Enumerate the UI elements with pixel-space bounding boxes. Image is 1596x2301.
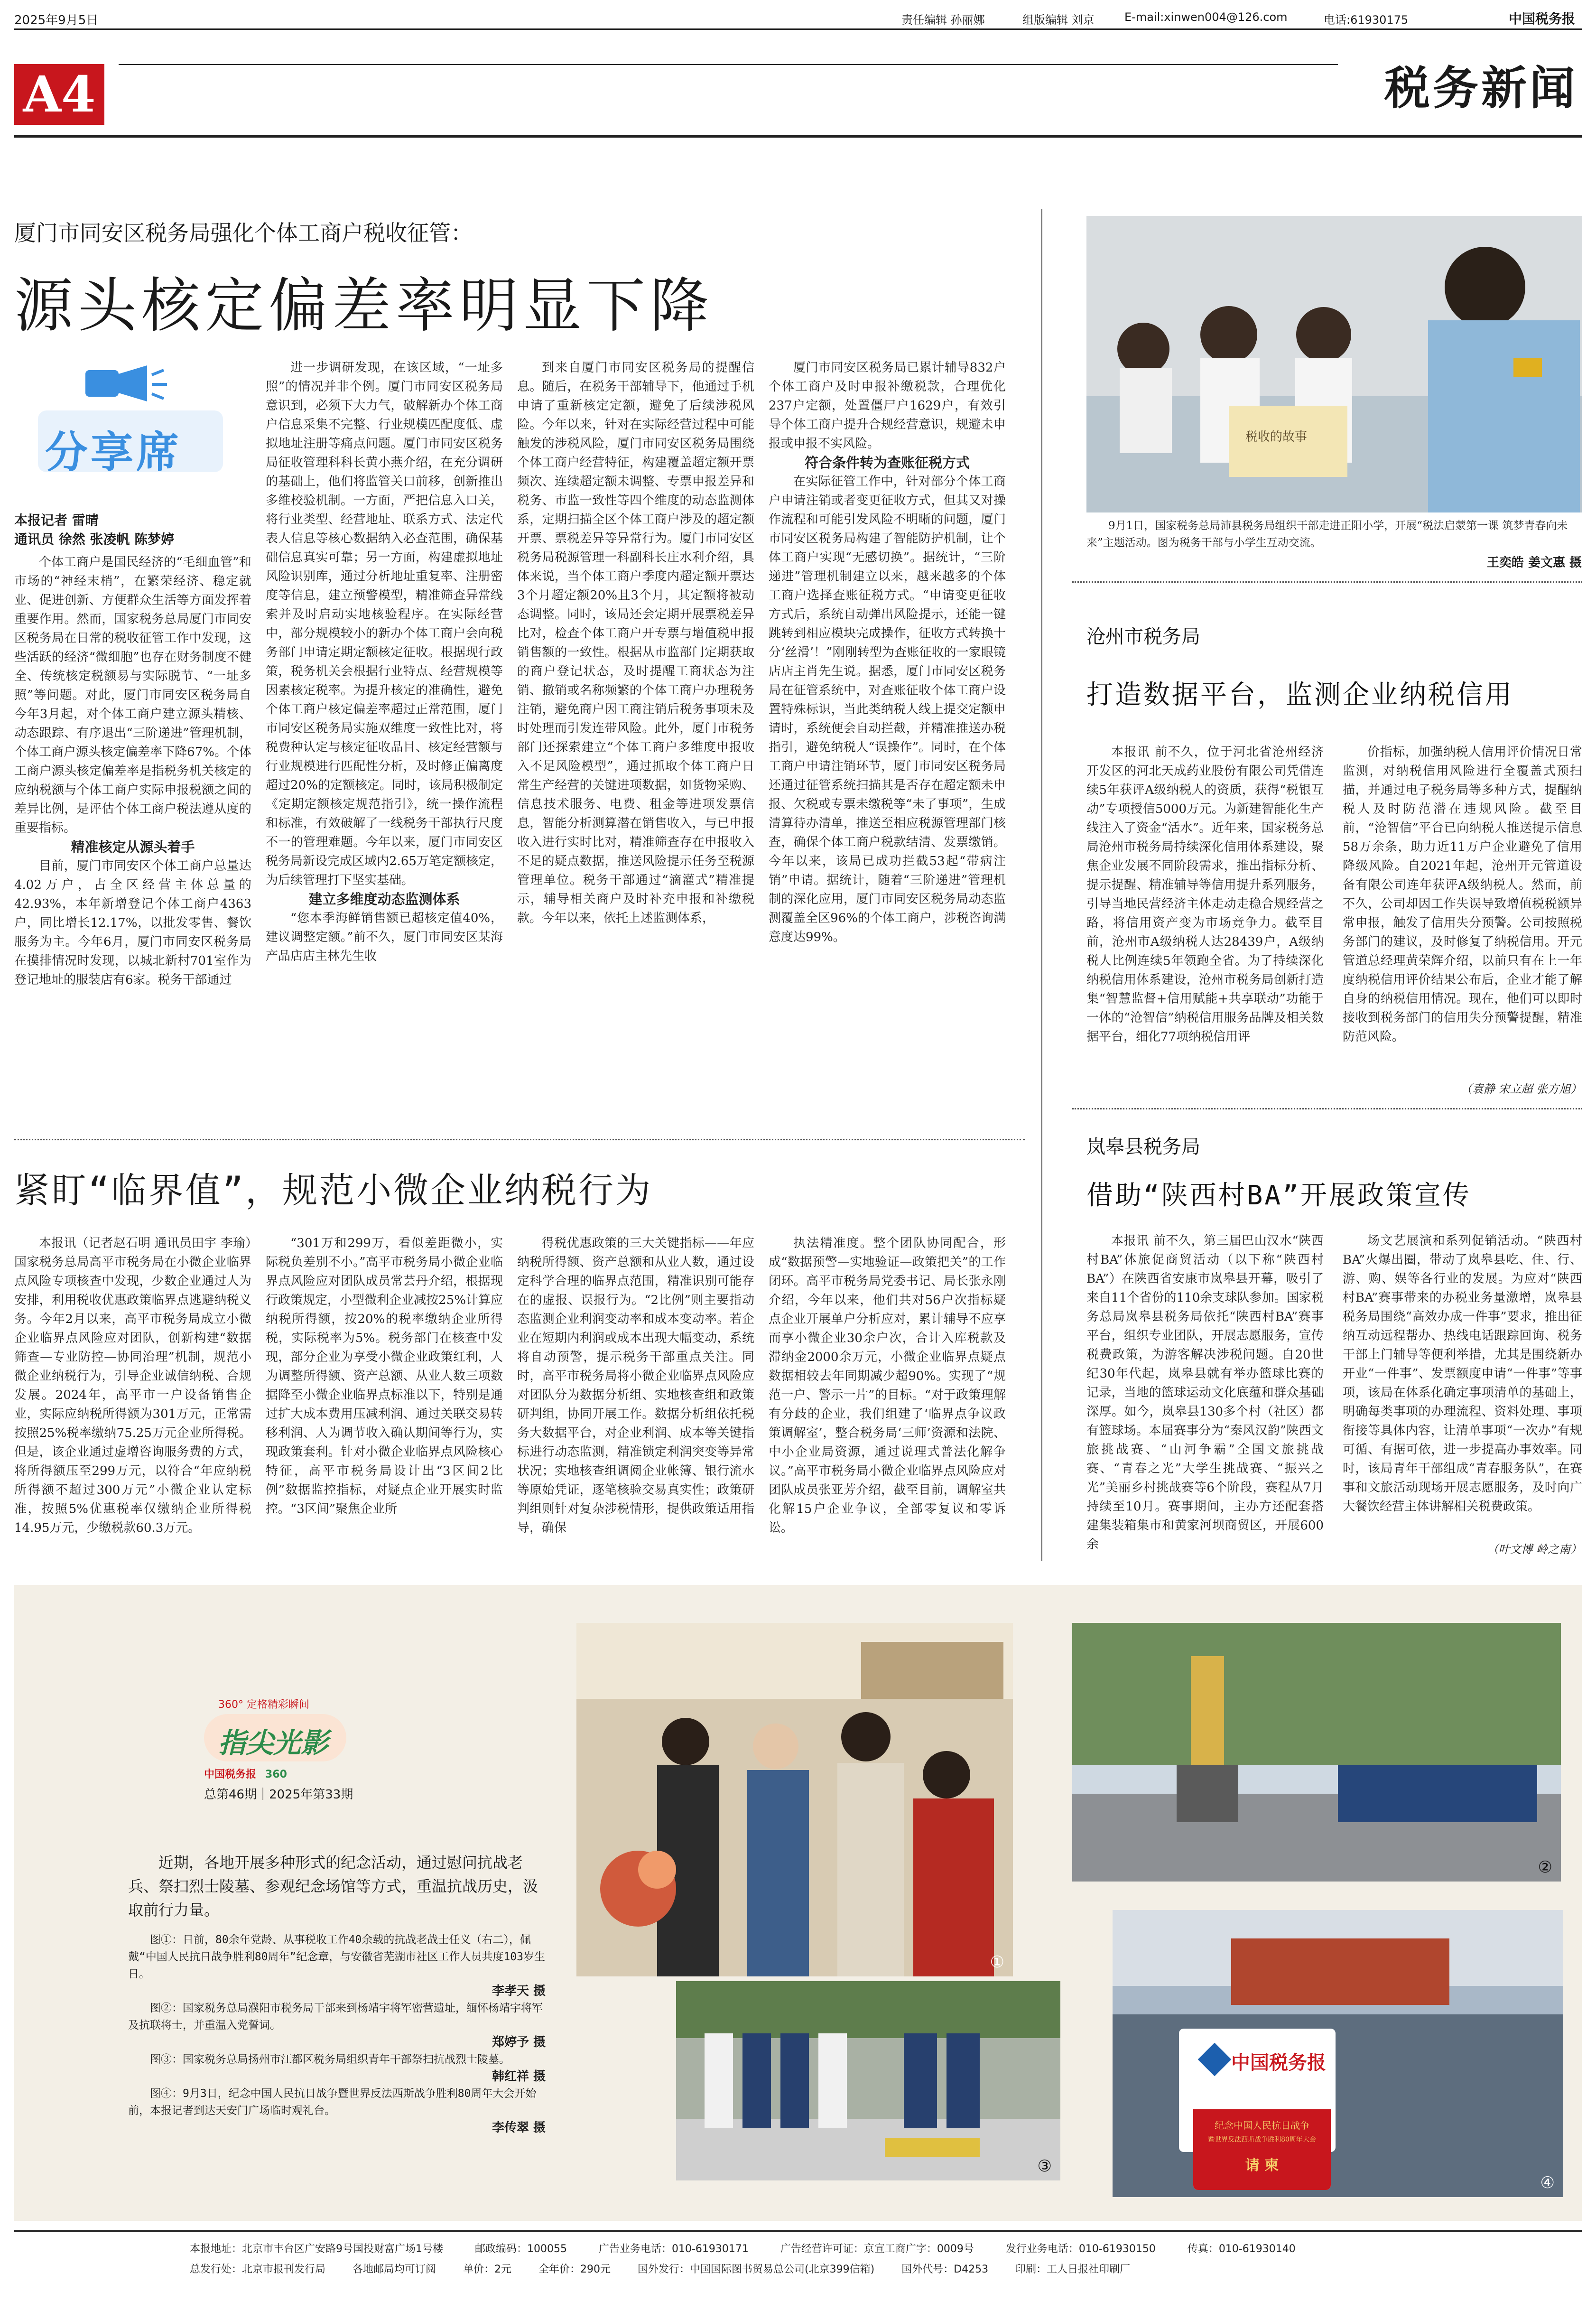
- photo-classroom-illustration: [1086, 216, 1582, 512]
- memorial-photo-3-illustration: [676, 1981, 1060, 2180]
- memorial-brand-row: [204, 1766, 394, 1781]
- footer-fax: 传真：010-61930140: [1187, 2243, 1296, 2255]
- lead-column-4: [769, 358, 1006, 1132]
- cangzhou-divider: [1072, 581, 1582, 583]
- lancao-credit: （叶文博 岭之南）: [1487, 1543, 1582, 1556]
- footer-overseas-code: 国外代号：D4253: [901, 2264, 989, 2275]
- memorial-photo-2-illustration: [1072, 1623, 1561, 1882]
- memorial-photo-1-number: ①: [990, 1953, 1004, 1972]
- page-number-badge: [14, 64, 104, 125]
- memorial-credit-3: 韩红祥 摄: [492, 2069, 546, 2084]
- second-col4-body: 执法精准度。整个团队协同配合，形成“数据预警—实地验证—政策把关”的工作闭环。高平市税务局党委书记、局长张永刚介绍，今年以来，他们共对56户次指标疑点企业开展单户分析应对，累计辅导不应享而享小微企业30余户次，合计入库税款及滞纳金2000余万元，小微企业临界点疑点数据相较去年同期减少超90%。实现了“规范一户、警示一片”的目标。“对于政策理解有分歧的企业，我们组建了‘临界点争议政策调解室’，整合税务局‘三师’资源和法院、中小企业局资源，通过说理式普法化解争议。”高平市税务局小微企业临界点风险应对团队成员张亚芳介绍，截至目前，调解室共化解15户企业争议，全部零复议和零诉讼。: [769, 1236, 1006, 1535]
- lead-col2-tail: “您本季海鲜销售额已超核定值40%，建议调整定额。”前不久，厦门市同安区某海产品店店主林先生收: [266, 911, 503, 963]
- photo-classroom: [1086, 216, 1582, 512]
- footer-line-2: [190, 2261, 1130, 2276]
- footer-ad-license: 广告经营许可证：京宣工商广字：0009号: [780, 2243, 974, 2255]
- memorial-caption-3: 图③：国家税务总局扬州市江都区税务局组织青年干部祭扫抗战烈士陵墓。: [150, 2053, 510, 2066]
- cangzhou-title: 打造数据平台，监测企业纳税信用: [1086, 680, 1513, 710]
- section-rule-top: [119, 64, 1338, 65]
- memorial-photo-3: [676, 1981, 1060, 2180]
- header-paper-name: 中国税务报: [1509, 11, 1576, 27]
- share-logo: [33, 365, 228, 477]
- section-rule-bottom: [14, 135, 1582, 138]
- second-column-2: [266, 1234, 503, 1561]
- memorial-brand2: 360: [265, 1769, 287, 1780]
- footer-postcode: 邮政编码：100055: [475, 2243, 567, 2255]
- memorial-intro: [128, 1851, 546, 1922]
- cangzhou-section-head: 沧州市税务局: [1086, 626, 1200, 648]
- footer-ad-phone: 广告业务电话：010-61930171: [598, 2243, 749, 2255]
- footer-line-1: [190, 2241, 1296, 2255]
- photo-classroom-caption-text: 9月1日，国家税务总局沛县税务局组织干部走进正阳小学，开展“税法启蒙第一课 筑梦青春向未来”主题活动。图为税务干部与小学生互动交流。: [1086, 520, 1568, 549]
- invitation-subtitle-3: 请 柬: [1245, 2157, 1279, 2174]
- lancao-section-head: 岚皋县税务局: [1086, 1136, 1200, 1158]
- memorial-logo: [204, 1714, 346, 1761]
- footer-overseas: 国外发行：中国国际图书贸易总公司(北京399信箱): [638, 2264, 875, 2275]
- footer-printer: 印刷：工人日报社印刷厂: [1015, 2264, 1131, 2275]
- header-layout-editor: 组版编辑 刘京: [1022, 13, 1095, 27]
- header-phone: 电话:61930175: [1324, 13, 1409, 27]
- memorial-caption-4: 图④：9月3日，纪念中国人民抗日战争暨世界反法西斯战争胜利80周年大会开始前，本报记者到达天安门广场临时观礼台。: [128, 2087, 537, 2117]
- memorial-photo-1: [576, 1623, 1013, 1976]
- cangzhou-column-1: [1086, 743, 1324, 1101]
- memorial-intro-text: 近期，各地开展多种形式的纪念活动，通过慰问抗战老兵、祭扫烈士陵墓、参观纪念场馆等方式，重温抗战历史，汲取前行力量。: [128, 1854, 538, 1919]
- memorial-photo-4: [1113, 1910, 1563, 2197]
- lead-col4-tail: 在实际征管工作中，针对部分个体工商户申请注销或者变更征收方式，但其又对操作流程和可能引发风险不明晰的问题，厦门市同安区税务局构建了智能防护机制，让个体工商户实现“无感切换”。据统计，“三阶递进”管理机制建立以来，越来越多的个体工商户选择查账征税方式。“申请变更征收方式后，系统自动弹出风险提示，还能一键跳转到相应模块完成操作，征收方式转换十分‘丝滑’！”刚刚转型为查账征收的一家眼镜店店主肖先生说。据悉，厦门市同安区税务局在征管系统中，对查账征收个体工商户设置特殊标识，当此类纳税人线上提交定额申请时，系统便会自动拦截，并精准推送办税指引，避免纳税人“误操作”。同时，在个体工商户申请注销环节，厦门市同安区税务局还通过征管系统扫描其是否存在超定额未申报、欠税或专票未缴税等“未了事项”，生成清算待办清单，推送至相应税源管理部门核查，确保个体工商户税款结清、发票缴销。今年以来，该局已成功拦截53起“带病注销”申请。据统计，随着“三阶递进”管理机制的深化应用，厦门市同安区税务局动态监测覆盖全区96%的个体工商户，涉税咨询满意度达99%。: [769, 475, 1006, 944]
- lancao-title: 借助“陕西村BA”开展政策宣传: [1086, 1180, 1471, 1211]
- lead-byline-reporter: 本报记者 雷晴: [14, 512, 99, 528]
- memorial-photo-2-number: ②: [1538, 1858, 1552, 1877]
- memorial-credit-4: 李传翠 摄: [492, 2121, 546, 2135]
- second-col1-body: 本报讯（记者赵石明 通讯员田宇 李瑜）国家税务总局高平市税务局在小微企业临界点风险专项核查中发现，少数企业通过人为安排，利用税收优惠政策临界点逃避纳税义务。今年2月以来，高平市税务局成立小微企业临界点风险应对团队，创新构建“数据筛查—专业防控—协同治理”机制，规范小微企业纳税行为，引导企业诚信纳税、合规发展。2024年，高平市一户设备销售企业，实际应纳税所得额为301万元，正常需按照25%税率缴纳75.25万元企业所得税。但是，该企业通过虚增咨询服务费的方式，将所得额压至299万元，以符合“年应纳税所得额不超过300万元”小微企业认定标准，按照5%优惠税率仅缴纳企业所得税14.95万元，少缴税款60.3万元。: [14, 1236, 251, 1535]
- lead-byline-correspondents: 通讯员 徐然 张凌帆 陈梦婷: [14, 531, 175, 547]
- cangzhou-credit: （袁静 宋立超 张方旭）: [1460, 1082, 1582, 1096]
- invitation-logo-icon: [1198, 2043, 1232, 2077]
- lancao-column-2: [1343, 1231, 1582, 1535]
- lancao-col2-body: 场文艺展演和系列促销活动。“陕西村BA”火爆出圈，带动了岚皋县吃、住、行、游、购、娱等各行业的发展。为应对“陕西村BA”赛事带来的办税业务量激增，岚皋县税务局围绕“高效办成一件事”要求，推出征纳互动远程帮办、热线电话跟踪回询、税务干部上门辅导等便利举措，尤其是围绕新办开业“一件事”、发票额度申请“一件事”等事项，该局在体系化确定事项清单的基础上，明确每类事项的办理流程、资料处理、事项衔接等具体内容，让清单事项“一次办”有规可循、有据可依，进一步提高办事效率。同时，该局青年干部组成“青春服务队”，在赛事和文旅活动现场开展志愿服务，及时向广大餐饮经营主体讲解相关税费政策。: [1343, 1234, 1582, 1514]
- photo-classroom-credit: 王奕皓 姜文惠 摄: [1486, 556, 1582, 570]
- memorial-issue: 总第46期｜2025年第33期: [204, 1788, 353, 1802]
- photo-book-text: 税收的故事: [1245, 430, 1308, 444]
- memorial-caption-1: 图①：日前，80余年党龄、从事税收工作40余载的抗战老战士任义（右二），佩戴“中国人民抗日战争胜利80周年”纪念章，与安徽省芜湖市社区工作人员共度103岁生日。: [128, 1934, 545, 1980]
- vertical-divider-right: [1041, 209, 1042, 1561]
- header-date: 2025年9月5日: [14, 13, 99, 28]
- lead-col1-subhead: 精准核定从源头着手: [71, 839, 195, 855]
- lancao-col1-body: 本报讯 前不久，第三届巴山汉水“陕西村BA”体旅促商贸活动（以下称“陕西村BA”）在陕西省安康市岚皋县开幕，吸引了来自11个省份的110余支球队参加。国家税务总局岚皋县税务局依托“陕西村BA”赛事平台，组织专业团队，开展志愿服务，宣传税费政策，为游客解决涉税问题。自20世纪30年代起，岚皋县就有举办篮球比赛的记录，当地的篮球运动文化底蕴和群众基础深厚。如今，岚皋县130多个村（社区）都有篮球场。本届赛事分为“秦风汉韵”陕西文旅挑战赛、“山河争霸”全国文旅挑战赛、“青春之光”大学生挑战赛、“振兴之光”美丽乡村挑战赛等6个阶段，赛程从7月持续至10月。赛事期间，主办方还配套搭建集装箱集市和黄家河坝商贸区，开展600余: [1086, 1234, 1324, 1552]
- footer-annual-price: 全年价：290元: [538, 2264, 611, 2275]
- second-col3-body: 得税优惠政策的三大关键指标——年应纳税所得额、资产总额和从业人数，通过设定科学合理的临界点范围，精准识别可能存在的虚报、误报行为。“2比例”则主要指动态监测企业利润变动率和成本变动率。若企业在短期内利润或成本出现大幅变动，系统将自动预警，提示税务干部重点关注。同时，高平市税务局将小微企业临界点风险应对团队分为数据分析组、实地核查组和政策研判组，协同开展工作。数据分析组依托税务大数据平台，对企业利润、成本等关键指标进行动态监测，精准锁定利润突变等异常状况；实地核查组调阅企业帐簿、银行流水等原始凭证，逐笔核验交易真实性；政策研判组则针对复杂涉税情形，提供政策适用指导，确保: [517, 1236, 754, 1535]
- memorial-photo-4-illustration: [1113, 1910, 1563, 2197]
- photo-classroom-caption: [1086, 517, 1582, 551]
- memorial-logo-text: 指尖光影: [218, 1727, 329, 1759]
- invitation-subtitle-1: 纪念中国人民抗日战争: [1215, 2120, 1309, 2131]
- lead-column-2: [266, 358, 503, 1132]
- second-column-3: [517, 1234, 754, 1561]
- lead-col4-body: 厦门市同安区税务局已累计辅导832户个体工商户及时申报补缴税款，合理优化237户定额，处置僵尸户1629户，有效引导个体工商户提升合规经营意识，规避未申报或申报不实风险。: [769, 361, 1006, 451]
- cangzhou-column-2: [1343, 743, 1582, 1075]
- memorial-captions: [128, 1931, 546, 2136]
- page-number: A4: [23, 65, 96, 123]
- lead-column-1: [14, 553, 251, 1132]
- footer-subscribe: 各地邮局均可订阅: [353, 2264, 436, 2275]
- memorial-brand: [204, 1696, 394, 1820]
- second-divider: [14, 1139, 1025, 1140]
- invitation-band: [1193, 2109, 1331, 2190]
- memorial-credit-1: 李孝天 摄: [492, 1984, 546, 1998]
- header-rule: [14, 28, 1582, 30]
- header-email: E-mail:xinwen004@126.com: [1124, 10, 1288, 24]
- lead-col4-subhead: 符合条件转为查账征税方式: [804, 455, 970, 471]
- second-col2-body: “301万和299万，看似差距微小，实际税负差别不小。”高平市税务局小微企业临界点风险应对团队成员常芸丹介绍，根据现行政策规定，小型微利企业减按25%计算应纳税所得额，按20%的税率缴纳企业所得税，实际税率为5%。税务部门在核查中发现，部分企业为享受小微企业政策红利，人为调整所得额、资产总额、从业人数三项数据降至小微企业临界点标准以下，特别是通过扩大成本费用压减利润、通过关联交易转移利润、人为调节收入确认期间等行为，实现政策套利。针对小微企业临界点风险核心特征，高平市税务局设计出“3区间2比例”数据监控指标，对疑点企业开展实时监控。“3区间”聚焦企业所: [266, 1236, 503, 1516]
- lancao-column-1: [1086, 1231, 1324, 1559]
- memorial-credit-2: 郑婷予 摄: [492, 2035, 546, 2049]
- lead-title: 源头核定偏差率明显下降: [14, 272, 714, 340]
- second-column-1: [14, 1234, 251, 1561]
- memorial-photo-3-number: ③: [1037, 2157, 1052, 2176]
- cangzhou-col1-body: 本报讯 前不久，位于河北省沧州经济开发区的河北天成药业股份有限公司凭借连续5年获评A级纳税人的资质，获得“税银互动”专项授信5000万元。为新建智能化生产线注入了资金“活水”。近年来，国家税务总局沧州市税务局持续深化信用体系建设，聚焦企业发展不同阶段需求，推出指标分析、提示提醒、精准辅导等信用提升系列服务，引导当地民营经济主体走动走稳合规经营之路，将信用资产变为市场竞争力。截至目前，沧州市A级纳税人达28439户，A级纳税人比例连续5年领跑全省。为了持续深化纳税信用体系建设，沧州市税务局创新打造集“智慧监督+信用赋能+共享联动”功能于一体的“沧智信”纳税信用服务品牌及相关数据平台，细化77项纳税信用评: [1086, 745, 1324, 1044]
- lead-col3-body: 到来自厦门市同安区税务局的提醒信息。随后，在税务干部辅导下，他通过手机申请了重新核定定额，避免了后续涉税风险。今年以来，针对在实际经营过程中可能触发的涉税风险，厦门市同安区税务局围绕个体工商户经营特征，构建覆盖超定额开票频次、连续超定额未调整、专票申报差异和税务、市监一致性等四个维度的动态监测体系，定期扫描全区个体工商户涉及的超定额开票、票税差异等异常行为。厦门市同安区税务局税源管理一科副科长庄水利介绍，具体来说，当个体工商户季度内超定额开票达3个月超定额20%且3个月，其定额将被动态调整。同时，该局还会定期开展票税差异比对，检查个体工商户开专票与增值税申报销售额的一致性。根据从市监部门定期获取的商户登记状态，及时提醒工商状态为注销、撤销或名称频繁的个体工商户办理税务注销，避免商户因工商注销后税务事项未及时处理而引发连带风险。此外，厦门市税务部门还探索建立“个体工商户多维度申报收入不足风险模型”，通过抓取个体工商户日常生产经营的关键进项数据，如货物采购、信息技术服务、电费、租金等进项发票信息，智能分析测算潜在销售收入，与已申报收入进行实时比对，精准筛查存在申报收入不足的疑点数据，推送风险提示任务至税源管理单位。税务干部通过“滴灌式”精准提示，辅导相关商户及时补充申报和补缴税款。今年以来，依托上述监测体系，: [517, 361, 754, 925]
- footer-address: 本报地址：北京市丰台区广安路9号国投财富广场1号楼: [190, 2243, 443, 2255]
- memorial-photo-1-illustration: [576, 1623, 1013, 1976]
- footer-unit-price: 单价：2元: [463, 2264, 512, 2275]
- second-column-4: [769, 1234, 1006, 1561]
- share-logo-text: 分享席: [45, 428, 182, 477]
- memorial-brand1: 中国税务报: [204, 1768, 257, 1780]
- lead-col1-tail: 目前，厦门市同安区个体工商户总量达4.02万户，占全区经营主体总量的42.93%，本年新增登记个体工商户4363户，同比增长12.17%，以批发零售、餐饮服务为主。今年6月，厦门市同安区税务局在摸排情况时发现，以城北新村701室作为登记地址的服装店有6家。税务干部通过: [14, 859, 251, 987]
- invitation-subtitle-2: 暨世界反法西斯战争胜利80周年大会: [1208, 2136, 1316, 2143]
- lead-col1-body: 个体工商户是国民经济的“毛细血管”和市场的“神经末梢”，在繁荣经济、稳定就业、促进创新、方便群众生活等方面发挥着重要作用。然而，国家税务总局厦门市同安区税务局在日常的税收征管工作中发现，这些活跃的经济“微细胞”也存在财务制度不健全、传统核定税额易与实际脱节、“一址多照”等问题。对此，厦门市同安区税务局自今年3月起，对个体工商户建立源头精核、动态跟踪、有序退出“三阶递进”管理机制，个体工商户源头核定偏差率下降67%。个体工商户源头核定偏差率是指税务机关核定的应纳税额与个体工商户实际申报税额之间的差异比例，是评估个体工商户税法遵从度的重要指标。: [14, 555, 251, 835]
- footer-dist-phone: 发行业务电话：010-61930150: [1005, 2243, 1156, 2255]
- lead-col2-subhead: 建立多维度动态监测体系: [308, 891, 460, 907]
- footer-rule: [14, 2230, 1582, 2232]
- memorial-tag: 360° 定格精彩瞬间: [218, 1699, 309, 1711]
- memorial-caption-2: 图②：国家税务总局濮阳市税务局干部来到杨靖宇将军密营遗址，缅怀杨靖宇将军及抗联将士，并重温入党誓词。: [128, 2002, 543, 2031]
- section-name: 税务新闻: [1384, 61, 1578, 115]
- memorial-photo-2: [1072, 1623, 1561, 1882]
- lead-kicker: 厦门市同安区税务局强化个体工商户税收征管：: [14, 220, 473, 246]
- lancao-divider: [1072, 1108, 1582, 1109]
- footer-distributor: 总发行处：北京市报刊发行局: [190, 2264, 326, 2275]
- header-editor: 责任编辑 孙丽娜: [901, 13, 985, 27]
- cangzhou-col2-body: 价指标，加强纳税人信用评价情况日常监测，对纳税信用风险进行全覆盖式预扫描，并通过电子税务局等多种方式，提醒纳税人及时防范潜在违规风险。截至目前，“沧智信”平台已向纳税人推送提示信息58万余条，助力近11万户企业避免了信用降级风险。自2021年起，沧州开元管道设备有限公司连年获评A级纳税人。然而，前不久，公司却因工作失误导致增值税税额异常申报，触发了信用失分预警。公司按照税务部门的建议，及时修复了纳税信用。开元管道总经理黄荣辉介绍，以前只有在上一年度纳税信用评价结果公布后，企业才能了解自身的纳税信用情况。现在，他们可以即时接收到税务部门的信用失分预警提醒，精准防范风险。: [1343, 745, 1582, 1044]
- memorial-invitation-card: [1193, 2033, 1331, 2190]
- second-title: 紧盯“临界值”，规范小微企业纳税行为: [14, 1170, 653, 1211]
- lead-column-3: [517, 358, 754, 1132]
- lead-col2-body: 进一步调研发现，在该区域，“一址多照”的情况并非个例。厦门市同安区税务局意识到，必须下大力气，破解新办个体工商户信息采集不完整、行业规模匹配度低、虚拟地址注册等痛点问题。厦门市同安区税务局征收管理科科长黄小燕介绍，在充分调研的基础上，他们将监管关口前移，创新推出多维校验机制。一方面，严把信息入口关，将行业类型、经营地址、联系方式、法定代表人信息等核心数据纳入必查范围，确保基础信息真实可靠；另一方面，构建虚拟地址风险识别库，通过分析地址重复率、注册密度等信息，建立预警模型，精准筛查异常线索并及时启动实地核验程序。在实际经营中，部分规模较小的新办个体工商户会向税务部门申请定期定额核定征收。根据现行政策，税务机关会根据行业特点、经营规模等因素核定税率。为提升核定的准确性，避免个体工商户核定偏差率超过正常范围，厦门市同安区税务局实施双维度一致性比对，将税费种认定与核定征收品目、核定经营额与行业规模进行匹配性分析，及时修正偏离度超过20%的定额核定。同时，该局积极制定《定期定额核定规范指引》，统一操作流程和标准，有效破解了一线税务干部执行尺度不一的管理难题。今年以来，厦门市同安区税务局新设完成区域内2.65万笔定额核定，为后续管理打下坚实基础。: [266, 361, 503, 887]
- memorial-photo-4-number: ④: [1540, 2173, 1555, 2192]
- invitation-title: 中国税务报: [1231, 2051, 1326, 2074]
